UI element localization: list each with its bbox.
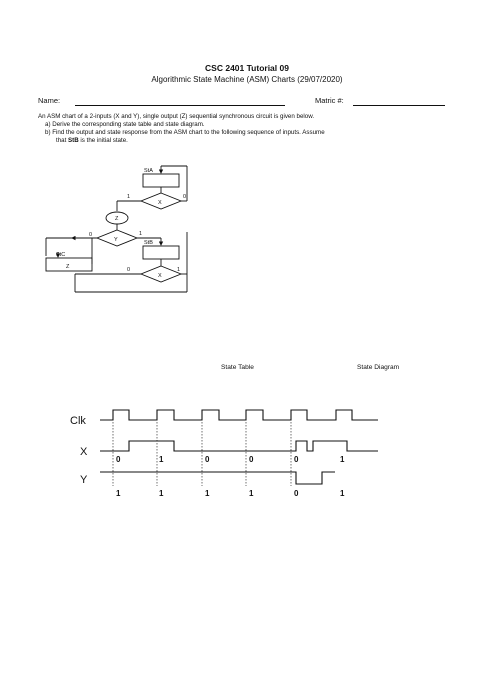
page-title: CSC 2401 Tutorial 09 xyxy=(205,63,289,73)
label-decision-x-top: X xyxy=(158,200,162,206)
edge-label-4: 1 xyxy=(139,231,143,237)
state-diagram-label: State Diagram xyxy=(357,364,400,371)
label-decision-x-bottom: X xyxy=(158,273,162,279)
x-value-6: 1 xyxy=(340,455,345,464)
y-value-3: 1 xyxy=(205,489,210,498)
matric-label: Matric #: xyxy=(315,96,344,105)
y-value-6: 1 xyxy=(340,489,345,498)
signal-label-y: Y xyxy=(80,474,88,486)
label-sta: StA xyxy=(144,168,153,174)
label-stc: StC xyxy=(56,252,66,258)
question-part-a: a) Derive the corresponding state table and state diagram. xyxy=(45,121,205,128)
label-box-z: Z xyxy=(66,264,70,270)
label-oval-z: Z xyxy=(115,216,119,222)
edge-label-1: 1 xyxy=(127,194,131,200)
edge-label-2: 0 xyxy=(183,194,187,200)
y-value-2: 1 xyxy=(159,489,164,498)
edge-label-6: 1 xyxy=(177,267,181,273)
page-subtitle: Algorithmic State Machine (ASM) Charts (29/07/2020) xyxy=(151,75,343,84)
x-value-1: 0 xyxy=(116,455,121,464)
x-value-3: 0 xyxy=(205,455,210,464)
x-value-4: 0 xyxy=(249,455,254,464)
clk-waveform xyxy=(100,410,378,420)
question-intro: An ASM chart of a 2-inputs (X and Y), single output (Z) sequential synchronous circuit is given below. xyxy=(38,113,315,120)
part-b-initial-state: StB xyxy=(68,137,79,144)
state-table-label: State Table xyxy=(221,364,254,371)
question-part-b-line1: b) Find the output and state response from the ASM chart to the following sequence of inputs. Assume xyxy=(45,129,325,136)
part-b-prefix: that xyxy=(56,137,69,144)
label-decision-y: Y xyxy=(114,237,118,243)
y-value-1: 1 xyxy=(116,489,121,498)
x-value-5: 0 xyxy=(294,455,299,464)
signal-label-x: X xyxy=(80,446,88,458)
x-waveform xyxy=(100,441,378,451)
edge-label-5: 0 xyxy=(127,267,131,273)
label-stb: StB xyxy=(144,240,153,246)
y-value-5: 0 xyxy=(294,489,299,498)
part-b-suffix: is the initial state. xyxy=(78,137,128,144)
y-value-4: 1 xyxy=(249,489,254,498)
name-label: Name: xyxy=(38,96,61,105)
y-waveform xyxy=(100,472,335,484)
signal-label-clk: Clk xyxy=(70,415,86,427)
edge-label-3: 0 xyxy=(89,232,93,238)
x-value-2: 1 xyxy=(159,455,164,464)
